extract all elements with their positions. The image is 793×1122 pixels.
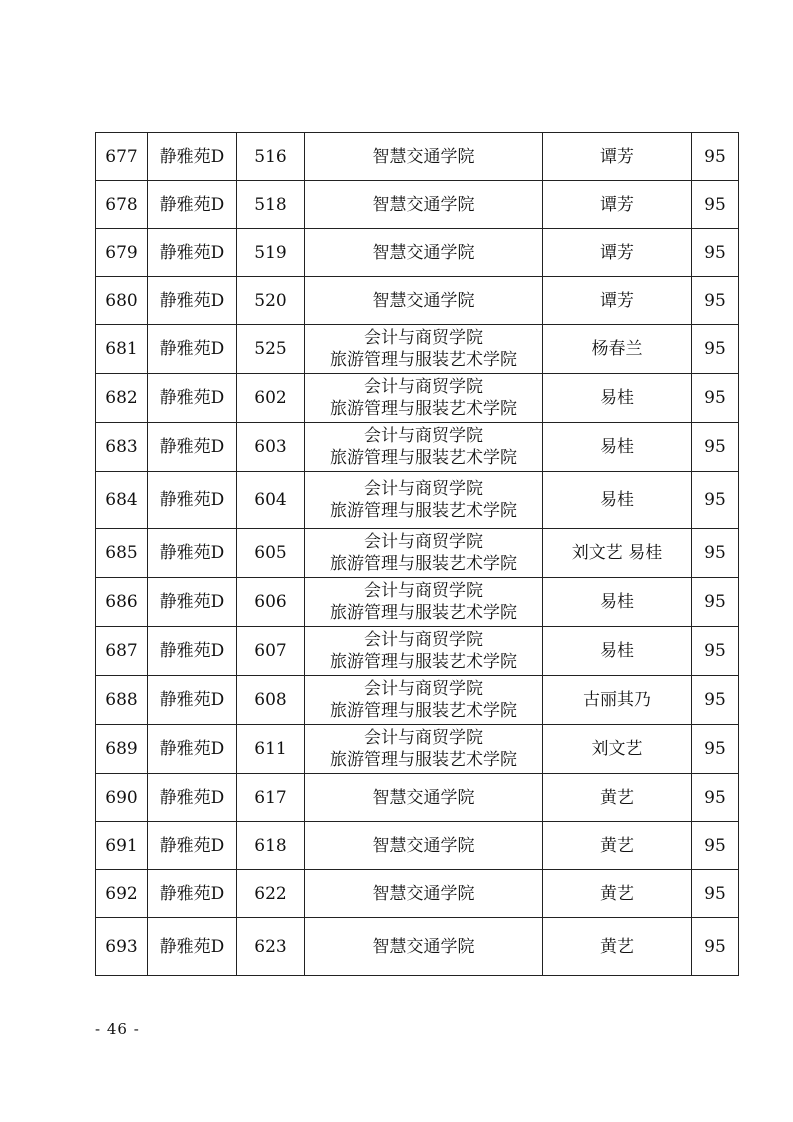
college-cell xyxy=(305,725,543,774)
table-row xyxy=(96,870,739,918)
college-cell xyxy=(305,870,543,918)
building-cell: 静雅苑D xyxy=(148,277,237,325)
person-cell: 谭芳 xyxy=(543,181,692,229)
building-cell: 静雅苑D xyxy=(148,181,237,229)
college-cell xyxy=(305,374,543,423)
college-line: 会计与商贸学院 xyxy=(364,532,483,552)
building-cell: 静雅苑D xyxy=(148,578,237,627)
college-cell xyxy=(305,423,543,472)
person-cell: 易桂 xyxy=(543,578,692,627)
college-cell xyxy=(305,822,543,870)
room-cell: 607 xyxy=(237,627,305,676)
score-cell: 95 xyxy=(692,822,739,870)
score-cell: 95 xyxy=(692,472,739,529)
room-cell: 618 xyxy=(237,822,305,870)
person-cell: 古丽其乃 xyxy=(543,676,692,725)
building-cell: 静雅苑D xyxy=(148,676,237,725)
college-line: 智慧交通学院 xyxy=(372,883,475,904)
table-row xyxy=(96,374,739,423)
college-line: 智慧交通学院 xyxy=(372,290,475,311)
row-number-cell: 677 xyxy=(96,133,148,181)
building-cell: 静雅苑D xyxy=(148,725,237,774)
room-cell: 606 xyxy=(237,578,305,627)
building-cell: 静雅苑D xyxy=(148,374,237,423)
score-cell: 95 xyxy=(692,627,739,676)
person-cell: 刘文艺 易桂 xyxy=(543,529,692,578)
college-line: 会计与商贸学院 xyxy=(364,581,483,601)
person-cell: 易桂 xyxy=(543,423,692,472)
person-cell: 易桂 xyxy=(543,472,692,529)
college-line: 旅游管理与服装艺术学院 xyxy=(330,554,517,574)
person-cell: 谭芳 xyxy=(543,277,692,325)
college-line: 会计与商贸学院 xyxy=(364,377,483,397)
table-row xyxy=(96,725,739,774)
score-cell: 95 xyxy=(692,423,739,472)
building-cell: 静雅苑D xyxy=(148,627,237,676)
score-cell: 95 xyxy=(692,374,739,423)
college-cell xyxy=(305,627,543,676)
table-row xyxy=(96,627,739,676)
row-number-cell: 683 xyxy=(96,423,148,472)
college-cell xyxy=(305,181,543,229)
college-cell xyxy=(305,472,543,529)
score-cell: 95 xyxy=(692,578,739,627)
person-cell: 刘文艺 xyxy=(543,725,692,774)
row-number-cell: 684 xyxy=(96,472,148,529)
college-line: 会计与商贸学院 xyxy=(364,679,483,699)
table-row xyxy=(96,529,739,578)
college-cell xyxy=(305,578,543,627)
college-line: 旅游管理与服装艺术学院 xyxy=(330,501,517,521)
score-cell: 95 xyxy=(692,229,739,277)
room-cell: 604 xyxy=(237,472,305,529)
table-row xyxy=(96,229,739,277)
row-number-cell: 678 xyxy=(96,181,148,229)
table-row xyxy=(96,423,739,472)
person-cell: 谭芳 xyxy=(543,229,692,277)
college-line: 智慧交通学院 xyxy=(372,787,475,808)
building-cell: 静雅苑D xyxy=(148,229,237,277)
person-cell: 黄艺 xyxy=(543,918,692,976)
person-cell: 易桂 xyxy=(543,627,692,676)
college-line: 旅游管理与服装艺术学院 xyxy=(330,448,517,468)
score-cell: 95 xyxy=(692,181,739,229)
table-body xyxy=(96,133,739,976)
table-row xyxy=(96,676,739,725)
room-cell: 519 xyxy=(237,229,305,277)
table-row xyxy=(96,133,739,181)
score-cell: 95 xyxy=(692,725,739,774)
table-row xyxy=(96,181,739,229)
college-line: 智慧交通学院 xyxy=(372,936,475,957)
table-row xyxy=(96,325,739,374)
building-cell: 静雅苑D xyxy=(148,822,237,870)
building-cell: 静雅苑D xyxy=(148,133,237,181)
college-line: 会计与商贸学院 xyxy=(364,328,483,348)
college-cell xyxy=(305,277,543,325)
person-cell: 黄艺 xyxy=(543,822,692,870)
table-row xyxy=(96,918,739,976)
room-cell: 603 xyxy=(237,423,305,472)
college-line: 智慧交通学院 xyxy=(372,194,475,215)
room-cell: 602 xyxy=(237,374,305,423)
person-cell: 黄艺 xyxy=(543,870,692,918)
college-line: 旅游管理与服装艺术学院 xyxy=(330,399,517,419)
building-cell: 静雅苑D xyxy=(148,870,237,918)
row-number-cell: 682 xyxy=(96,374,148,423)
row-number-cell: 690 xyxy=(96,774,148,822)
college-line: 会计与商贸学院 xyxy=(364,728,483,748)
person-cell: 谭芳 xyxy=(543,133,692,181)
room-cell: 608 xyxy=(237,676,305,725)
room-cell: 525 xyxy=(237,325,305,374)
row-number-cell: 679 xyxy=(96,229,148,277)
college-cell xyxy=(305,918,543,976)
building-cell: 静雅苑D xyxy=(148,774,237,822)
room-cell: 622 xyxy=(237,870,305,918)
college-line: 旅游管理与服装艺术学院 xyxy=(330,750,517,770)
table-row xyxy=(96,822,739,870)
score-cell: 95 xyxy=(692,529,739,578)
room-cell: 518 xyxy=(237,181,305,229)
score-cell: 95 xyxy=(692,325,739,374)
dormitory-score-table xyxy=(95,132,739,976)
room-cell: 623 xyxy=(237,918,305,976)
row-number-cell: 685 xyxy=(96,529,148,578)
building-cell: 静雅苑D xyxy=(148,423,237,472)
college-line: 旅游管理与服装艺术学院 xyxy=(330,603,517,623)
person-cell: 易桂 xyxy=(543,374,692,423)
row-number-cell: 687 xyxy=(96,627,148,676)
building-cell: 静雅苑D xyxy=(148,918,237,976)
college-cell xyxy=(305,529,543,578)
college-cell xyxy=(305,325,543,374)
score-cell: 95 xyxy=(692,774,739,822)
score-cell: 95 xyxy=(692,918,739,976)
college-line: 旅游管理与服装艺术学院 xyxy=(330,350,517,370)
score-cell: 95 xyxy=(692,870,739,918)
row-number-cell: 688 xyxy=(96,676,148,725)
building-cell: 静雅苑D xyxy=(148,472,237,529)
score-cell: 95 xyxy=(692,133,739,181)
room-cell: 520 xyxy=(237,277,305,325)
table-row xyxy=(96,578,739,627)
row-number-cell: 686 xyxy=(96,578,148,627)
college-line: 会计与商贸学院 xyxy=(364,426,483,446)
person-cell: 黄艺 xyxy=(543,774,692,822)
row-number-cell: 692 xyxy=(96,870,148,918)
room-cell: 611 xyxy=(237,725,305,774)
score-cell: 95 xyxy=(692,277,739,325)
row-number-cell: 680 xyxy=(96,277,148,325)
building-cell: 静雅苑D xyxy=(148,325,237,374)
college-line: 会计与商贸学院 xyxy=(364,630,483,650)
college-line: 旅游管理与服装艺术学院 xyxy=(330,701,517,721)
table-row xyxy=(96,277,739,325)
building-cell: 静雅苑D xyxy=(148,529,237,578)
person-cell: 杨春兰 xyxy=(543,325,692,374)
score-cell: 95 xyxy=(692,676,739,725)
college-line: 智慧交通学院 xyxy=(372,242,475,263)
college-cell xyxy=(305,774,543,822)
room-cell: 516 xyxy=(237,133,305,181)
college-line: 智慧交通学院 xyxy=(372,146,475,167)
college-line: 会计与商贸学院 xyxy=(364,479,483,499)
college-line: 智慧交通学院 xyxy=(372,835,475,856)
row-number-cell: 691 xyxy=(96,822,148,870)
row-number-cell: 693 xyxy=(96,918,148,976)
table-row xyxy=(96,774,739,822)
college-cell xyxy=(305,229,543,277)
college-cell xyxy=(305,676,543,725)
room-cell: 605 xyxy=(237,529,305,578)
college-line: 旅游管理与服装艺术学院 xyxy=(330,652,517,672)
table-row xyxy=(96,472,739,529)
college-cell xyxy=(305,133,543,181)
room-cell: 617 xyxy=(237,774,305,822)
page-number: - 46 - xyxy=(95,1020,140,1038)
row-number-cell: 689 xyxy=(96,725,148,774)
row-number-cell: 681 xyxy=(96,325,148,374)
